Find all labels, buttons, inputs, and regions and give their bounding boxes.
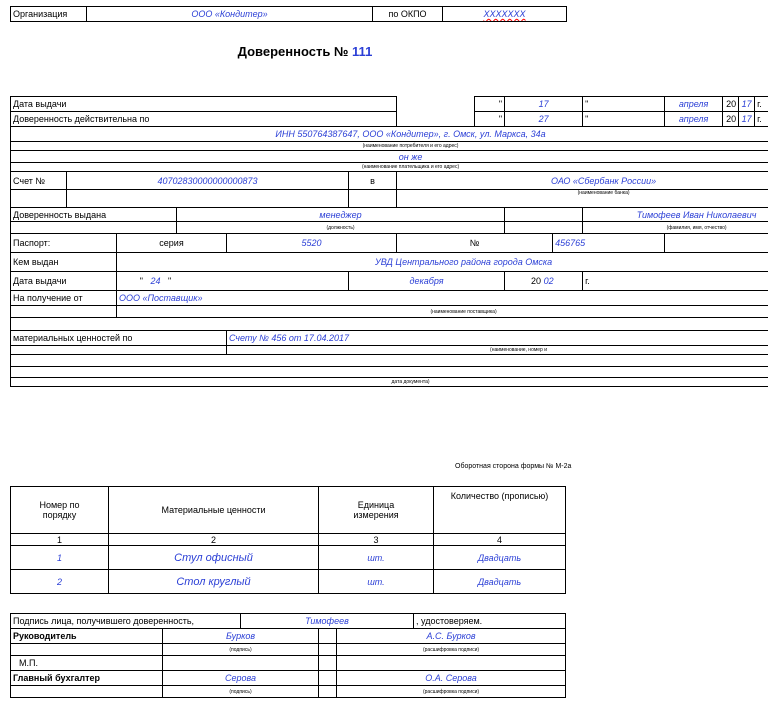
issued-by-label: Кем выдан — [11, 253, 117, 272]
passport-quote-close: " — [168, 276, 172, 286]
valid-day[interactable]: 27 — [505, 112, 583, 127]
signatures-table — [10, 613, 566, 698]
issue-quote-open: " — [475, 97, 505, 112]
issue-date-label: Дата выдачи — [11, 97, 397, 112]
number-label: № — [397, 234, 553, 253]
consumer-caption: (наименование потребителя и его адрес) — [11, 142, 768, 151]
header-number: Номер по порядку — [11, 487, 109, 534]
issue-day[interactable]: 17 — [505, 97, 583, 112]
row-qty[interactable]: Двадцать — [434, 546, 566, 570]
passport-month[interactable]: декабря — [349, 272, 505, 291]
issue-year-prefix: 20 — [723, 97, 739, 112]
row-unit[interactable]: шт. — [319, 570, 434, 594]
row-qty[interactable]: Двадцать — [434, 570, 566, 594]
row-number[interactable]: 2 — [11, 570, 109, 594]
passport-label: Паспорт: — [11, 234, 117, 253]
items-table — [10, 486, 566, 594]
sign-value[interactable]: Тимофеев — [241, 614, 414, 629]
issued-to-label: Доверенность выдана — [11, 208, 177, 222]
mp-label: М.П. — [11, 656, 163, 671]
valid-month[interactable]: апреля — [665, 112, 723, 127]
supplier-value[interactable]: ООО «Поставщик» — [117, 291, 768, 306]
valid-quote-open: " — [475, 112, 505, 127]
doc-caption-1: (наименование, номер и — [227, 346, 768, 355]
org-label: Организация — [11, 7, 87, 22]
row-name[interactable]: Стул офисный — [109, 546, 319, 570]
header-unit: Единица измерения — [319, 487, 434, 534]
issue-month[interactable]: апреля — [665, 97, 723, 112]
series-value[interactable]: 5520 — [227, 234, 397, 253]
org-value[interactable]: ООО «Кондитер» — [87, 7, 373, 22]
receive-label: На получение от — [11, 291, 117, 306]
accountant-decode-caption: (расшифровка подписи) — [337, 686, 566, 698]
org-header — [10, 6, 567, 22]
bank-value[interactable]: ОАО «Сбербанк России» — [397, 172, 768, 190]
payer-value[interactable]: он же — [11, 151, 768, 163]
title-number[interactable]: 111 — [352, 44, 373, 59]
col-number-3: 3 — [319, 534, 434, 546]
position-caption: (должность) — [177, 222, 505, 234]
main-form — [10, 96, 768, 387]
passport-year-prefix: 20 — [531, 276, 542, 286]
issue-quote-close: " — [583, 97, 665, 112]
payer-caption: (наименование плательщика и его адрес) — [11, 163, 768, 172]
col-number-4: 4 — [434, 534, 566, 546]
row-number[interactable]: 1 — [11, 546, 109, 570]
valid-year-prefix: 20 — [723, 112, 739, 127]
accountant-sign[interactable]: Серова — [163, 671, 319, 686]
col-number-2: 2 — [109, 534, 319, 546]
head-sign[interactable]: Бурков — [163, 629, 319, 644]
valid-year-suffix: г. — [755, 112, 768, 127]
doc-value[interactable]: Счету № 456 от 17.04.2017 — [227, 331, 768, 346]
head-decode-caption: (расшифровка подписи) — [337, 644, 566, 656]
valid-label: Доверенность действительна по — [11, 112, 397, 127]
back-side-caption: Оборотная сторона формы № М-2а — [455, 463, 572, 470]
passport-date-label: Дата выдачи — [11, 272, 117, 291]
passport-quote-open: " — [139, 276, 143, 286]
passport-day[interactable]: 24 — [150, 276, 161, 286]
title-prefix: Доверенность № — [237, 44, 349, 59]
okpo-label: по ОКПО — [373, 7, 443, 22]
number-value[interactable]: 456765 — [553, 234, 665, 253]
header-values: Материальные ценности — [109, 487, 319, 534]
certify-text: , удостоверяем. — [414, 614, 566, 629]
accountant-sign-caption: (подпись) — [163, 686, 319, 698]
passport-year[interactable]: 02 — [543, 276, 554, 286]
row-unit[interactable]: шт. — [319, 546, 434, 570]
page-title — [0, 44, 610, 59]
fio-value[interactable]: Тимофеев Иван Николаевич — [583, 208, 768, 222]
valid-quote-close: " — [583, 112, 665, 127]
issue-year-suffix: г. — [755, 97, 768, 112]
consumer-value[interactable]: ИНН 550764387647, ООО «Кондитер», г. Омск, ул. Маркса, 34а — [11, 127, 768, 142]
issued-by-value[interactable]: УВД Центрального района города Омска — [117, 253, 768, 272]
valid-year[interactable]: 17 — [739, 112, 755, 127]
in-label: в — [349, 172, 397, 190]
head-decode[interactable]: А.С. Бурков — [337, 629, 566, 644]
table-row — [11, 546, 566, 570]
header-qty: Количество (прописью) — [434, 487, 566, 534]
head-sign-caption: (подпись) — [163, 644, 319, 656]
sign-label: Подпись лица, получившего доверенность, — [11, 614, 241, 629]
fio-caption: (фамилия, имя, отчество) — [583, 222, 768, 234]
series-label: серия — [117, 234, 227, 253]
doc-caption-2: дата документа) — [11, 378, 768, 387]
supplier-caption: (наименование поставщика) — [117, 306, 768, 318]
accountant-label: Главный бухгалтер — [11, 671, 163, 686]
passport-year-suffix: г. — [583, 272, 768, 291]
row-name[interactable]: Стол круглый — [109, 570, 319, 594]
col-number-1: 1 — [11, 534, 109, 546]
issue-year[interactable]: 17 — [739, 97, 755, 112]
okpo-value[interactable]: ХХХХХХХ — [443, 7, 567, 22]
bank-caption: (наименование банка) — [397, 190, 768, 208]
accountant-decode[interactable]: О.А. Серова — [337, 671, 566, 686]
head-label: Руководитель — [11, 629, 163, 644]
account-value[interactable]: 40702830000000000873 — [67, 172, 349, 190]
position-value[interactable]: менеджер — [177, 208, 505, 222]
table-row — [11, 570, 566, 594]
account-label: Счет № — [11, 172, 67, 190]
values-label: материальных ценностей по — [11, 331, 227, 346]
